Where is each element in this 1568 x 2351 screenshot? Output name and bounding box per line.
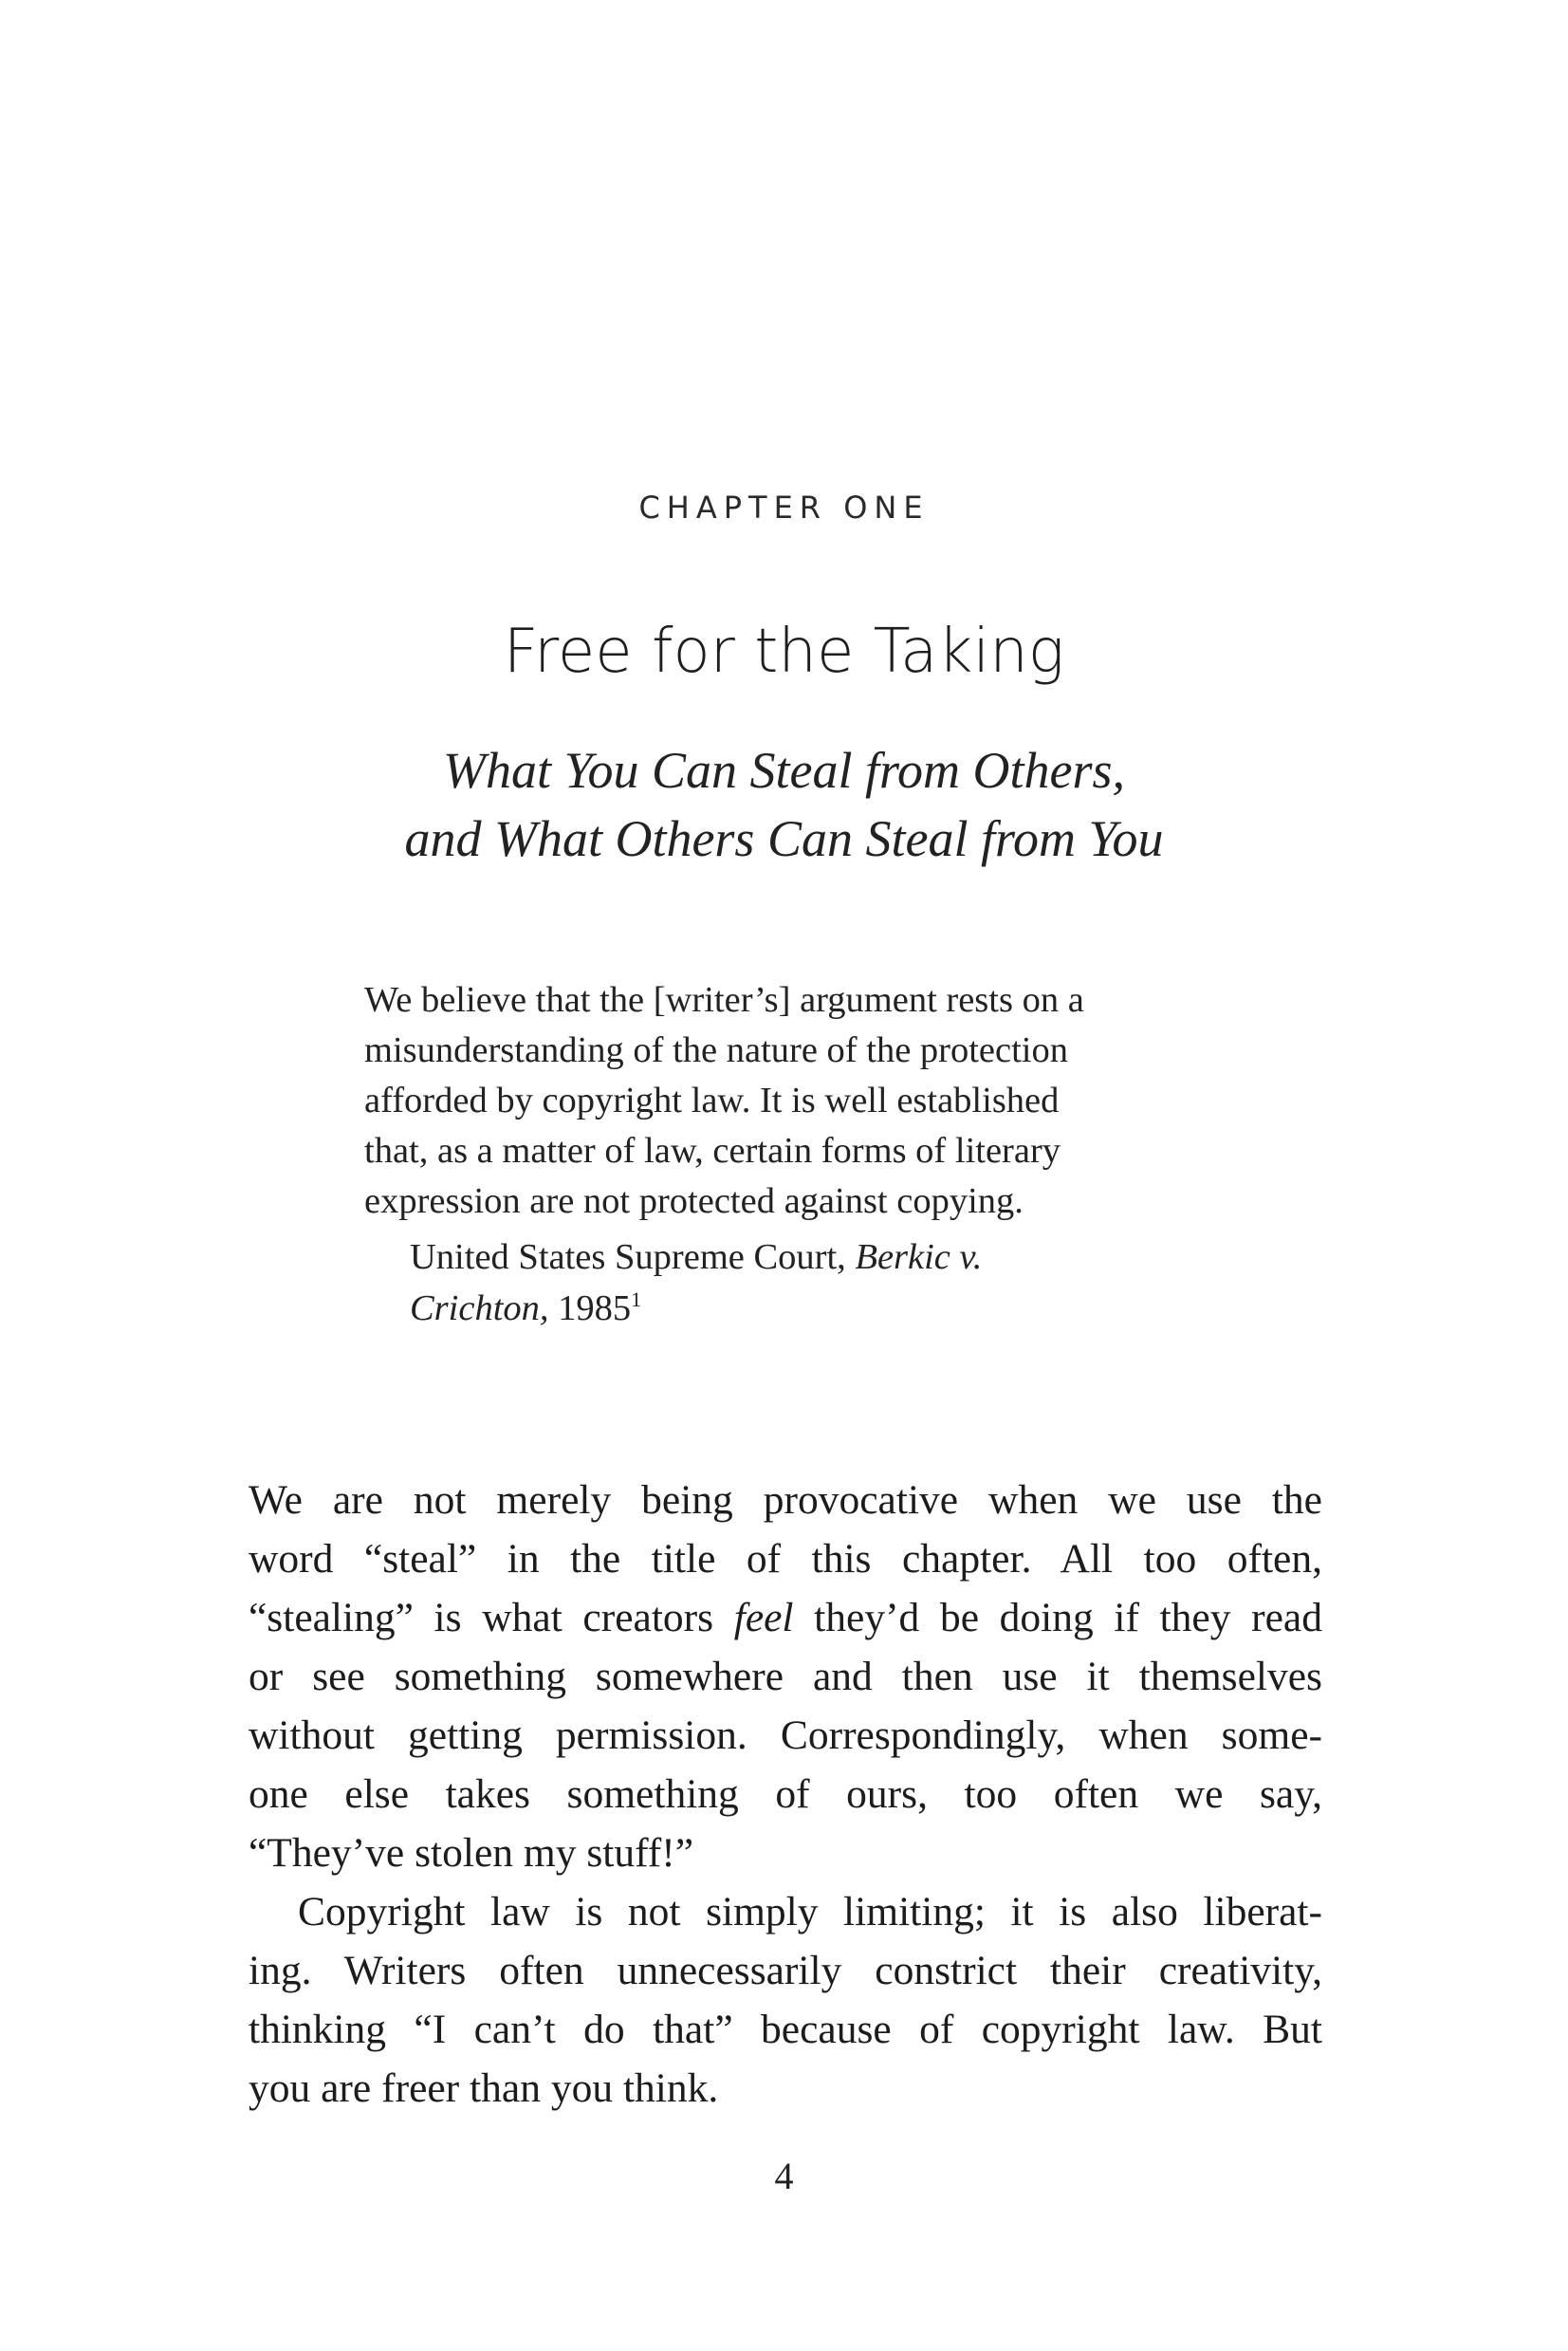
- body-line: Copyright law is not simply limiting; it is also liberat-: [298, 1889, 1322, 1934]
- epigraph-attribution: [410, 1231, 1216, 1334]
- body-line: word “steal” in the title of this chapter. All too often,: [249, 1536, 1322, 1582]
- footnote-marker[interactable]: 1: [631, 1287, 642, 1311]
- epigraph-quote: [364, 975, 1218, 1227]
- body-line: “They’ve stolen my stuff!”: [249, 1830, 694, 1876]
- emphasis: feel: [733, 1595, 794, 1640]
- attribution-court: United States Supreme Court,: [410, 1237, 856, 1277]
- epigraph-line: misunderstanding of the nature of the protection: [364, 1030, 1068, 1070]
- subtitle-line: and What Others Can Steal from You: [404, 810, 1164, 867]
- body-line: We are not merely being provocative when we use the: [249, 1477, 1322, 1523]
- chapter-subtitle: [0, 736, 1568, 873]
- body-text: [249, 1471, 1322, 2118]
- case-name: Crichton,: [410, 1288, 549, 1328]
- attribution-line: [410, 1231, 1216, 1283]
- epigraph-line: expression are not protected against copying.: [364, 1181, 1024, 1221]
- attribution-line: [410, 1283, 1216, 1334]
- epigraph-line: afforded by copyright law. It is well established: [364, 1081, 1060, 1120]
- body-line: one else takes something of ours, too often we say,: [249, 1771, 1322, 1817]
- body-line: ing. Writers often unnecessarily constrict their creativity,: [249, 1948, 1322, 1993]
- chapter-title: Free for the Taking: [503, 617, 1065, 687]
- case-year: 1985: [548, 1288, 632, 1328]
- epigraph-line: We believe that the [writer’s] argument rests on a: [364, 980, 1084, 1020]
- body-line: without getting permission. Correspondingly, when some-: [249, 1712, 1322, 1758]
- body-line: thinking “I can’t do that” because of copyright law. But: [249, 2007, 1322, 2052]
- subtitle-line: What You Can Steal from Others,: [442, 742, 1126, 799]
- page-number: 4: [774, 2155, 794, 2197]
- body-line: or see something somewhere and then use it themselves: [249, 1654, 1322, 1699]
- case-name: Berkic v.: [855, 1237, 983, 1277]
- epigraph-line: that, as a matter of law, certain forms of literary: [364, 1131, 1061, 1171]
- chapter-label: CHAPTER ONE: [638, 490, 930, 526]
- body-line: “stealing” is what creators feel they’d be doing if they read: [249, 1595, 1322, 1640]
- body-line: you are freer than you think.: [249, 2065, 719, 2111]
